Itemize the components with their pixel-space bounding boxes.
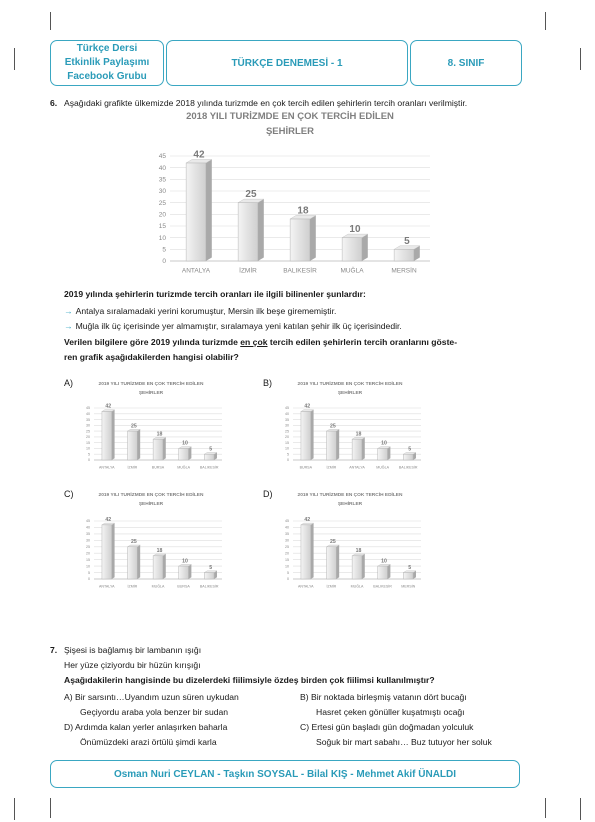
x-tick-label: BALIKESİR [199, 465, 219, 470]
y-tick-label: 25 [86, 429, 90, 434]
y-tick-label: 25 [86, 544, 90, 549]
bar-side [137, 545, 140, 579]
q7-option-c-line1[interactable]: C) Ertesi gün başladı gün doğmadan yolculuk [300, 722, 474, 732]
bar [352, 439, 362, 460]
y-tick-label: 40 [86, 525, 90, 530]
y-tick-label: 15 [285, 557, 289, 562]
option-d-chart[interactable] [275, 489, 425, 595]
y-tick-label: 45 [86, 519, 90, 524]
y-tick-label: 15 [285, 440, 289, 445]
data-label: 18 [355, 431, 362, 438]
x-tick-label: MUĞLA [177, 465, 190, 470]
data-label: 5 [408, 446, 412, 453]
footer-authors: Osman Nuri CEYLAN - Taşkın SOYSAL - Bilal KIŞ - Mehmet Akif ÜNALDI [50, 760, 520, 788]
y-tick-label: 15 [158, 223, 166, 231]
data-label: 10 [182, 440, 188, 447]
y-tick-label: 5 [88, 570, 90, 575]
bar [394, 249, 414, 261]
q7-option-a-line2: Geçiyordu araba yola benzer bir sudan [80, 707, 229, 717]
x-tick-label: BALIKESİR [398, 465, 418, 470]
bar [204, 454, 214, 460]
bar-side [163, 437, 166, 460]
x-tick-label: BURSA [299, 465, 312, 470]
x-tick-label: BURSA [177, 584, 190, 589]
y-tick-label: 10 [158, 234, 166, 242]
x-tick-label: BALIKESİR [199, 584, 219, 589]
bar [352, 556, 362, 579]
bar [238, 203, 258, 261]
bar [378, 566, 388, 579]
crop-mark [580, 48, 581, 70]
bar [327, 431, 337, 460]
option-b-label[interactable]: B) [263, 378, 272, 388]
chart-title-line2: ŞEHİRLER [265, 126, 315, 137]
bar [128, 431, 138, 460]
bar-side [310, 215, 316, 261]
x-tick-label: İZMİR [239, 267, 257, 275]
y-tick-label: 45 [158, 153, 166, 161]
bar [102, 525, 112, 579]
crop-mark [50, 12, 51, 30]
x-tick-label: İZMİR [127, 584, 138, 589]
bar-side [362, 554, 365, 579]
bar [204, 573, 214, 579]
y-tick-label: 10 [86, 564, 90, 569]
x-tick-label: MERSİN [401, 584, 416, 589]
bar-side [258, 199, 264, 261]
data-label: 42 [193, 149, 205, 161]
crop-mark [14, 798, 15, 820]
data-label: 42 [304, 403, 311, 410]
chart-title-line1: 2019 YILI TURİZMDE EN ÇOK TERCİH EDİLEN [98, 493, 204, 498]
y-tick-label: 35 [285, 532, 289, 537]
y-tick-label: 45 [285, 519, 289, 524]
x-tick-label: ANTALYA [99, 465, 115, 470]
header-exam-title: TÜRKÇE DENEMESİ - 1 [166, 40, 408, 86]
q7-option-d-line1[interactable]: D) Ardımda kalan yerler anlaşırken baharla [64, 722, 228, 732]
option-d-label[interactable]: D) [263, 489, 273, 499]
x-tick-label: MUĞLA [340, 267, 364, 275]
y-tick-label: 20 [285, 435, 289, 440]
option-b-chart-svg [275, 378, 425, 474]
q7-option-d-line2: Önümüzdeki arazi örtülü şimdi karla [80, 737, 217, 747]
q7-option-b-line1[interactable]: B) Bir noktada birleşmiş vatanın dört bucağı [300, 692, 467, 702]
x-tick-label: MUĞLA [376, 465, 389, 470]
header-group-box [50, 40, 164, 86]
data-label: 10 [182, 558, 188, 565]
bar [403, 573, 413, 579]
y-tick-label: 5 [88, 452, 90, 457]
y-tick-label: 45 [285, 406, 289, 411]
q7-question: Aşağıdakilerin hangisinde bu dizelerdeki fiilimsiyle özdeş birden çok fiilimsi kullanılmıştır? [64, 675, 435, 685]
y-tick-label: 45 [86, 406, 90, 411]
chart-title-line2: ŞEHİRLER [138, 391, 164, 396]
bar-side [137, 429, 140, 460]
option-c-chart[interactable] [76, 489, 226, 595]
bar [153, 556, 163, 579]
bar [342, 238, 362, 261]
x-tick-label: ANTALYA [181, 267, 211, 275]
y-tick-label: 35 [86, 417, 90, 422]
q6-stem: Aşağıdaki grafikte ülkemizde 2018 yılında turizmde en çok tercih edilen şehirlerin tercih oranları verilmiştir. [64, 98, 468, 108]
option-c-chart-svg [76, 489, 226, 595]
chart-title-line2: ŞEHİRLER [138, 502, 164, 507]
crop-mark [545, 12, 546, 30]
chart-title-line2: ŞEHİRLER [337, 391, 363, 396]
option-c-label[interactable]: C) [64, 489, 74, 499]
header-grade: 8. SINIF [410, 40, 522, 86]
q6-info-1 [64, 304, 336, 318]
x-tick-label: BALIKESİR [373, 584, 392, 589]
option-b-chart[interactable] [275, 378, 425, 474]
bar [186, 163, 206, 261]
y-tick-label: 10 [86, 446, 90, 451]
y-tick-label: 25 [285, 544, 289, 549]
data-label: 18 [355, 548, 362, 555]
bar-side [163, 554, 166, 579]
bar [301, 525, 311, 579]
bar-side [206, 159, 212, 261]
bar [327, 547, 337, 579]
crop-mark [580, 798, 581, 820]
bar [128, 547, 138, 579]
y-tick-label: 30 [285, 538, 289, 543]
bar [179, 566, 189, 579]
q7-option-b-line2: Hasret çeken gönüller kuşatmıştı ocağı [316, 707, 465, 717]
header-group-line2: Etkinlik Paylaşımı [64, 57, 150, 68]
y-tick-label: 20 [285, 551, 289, 556]
arrow-right-icon: → [64, 321, 73, 331]
bar-side [387, 447, 390, 460]
y-tick-label: 15 [86, 440, 90, 445]
chart-title-line1: 2019 YILI TURİZMDE EN ÇOK TERCİH EDİLEN [98, 382, 204, 387]
y-tick-label: 20 [158, 211, 166, 219]
x-tick-label: MUĞLA [151, 584, 165, 589]
x-tick-label: İZMİR [326, 465, 337, 470]
x-tick-label: İZMİR [326, 584, 337, 589]
y-tick-label: 40 [86, 411, 90, 416]
y-tick-label: 0 [287, 577, 289, 582]
q6-number: 6. [50, 98, 58, 108]
bar [301, 411, 311, 460]
bar-side [311, 410, 314, 460]
x-tick-label: BALIKESİR [283, 267, 317, 275]
data-label: 42 [105, 403, 112, 410]
q6-info-title: 2019 yılında şehirlerin turizmde tercih oranları ile ilgili bilinenler şunlardır: [64, 289, 366, 299]
y-tick-label: 20 [86, 435, 90, 440]
y-tick-label: 10 [285, 446, 289, 451]
y-tick-label: 25 [285, 429, 289, 434]
y-tick-label: 35 [86, 532, 90, 537]
y-tick-label: 30 [86, 423, 90, 428]
y-tick-label: 5 [162, 246, 166, 254]
y-tick-label: 0 [88, 458, 90, 463]
y-tick-label: 10 [285, 564, 289, 569]
y-tick-label: 35 [285, 417, 289, 422]
bar-side [362, 234, 368, 261]
y-tick-label: 0 [88, 577, 90, 582]
x-tick-label: ANTALYA [349, 465, 365, 470]
x-tick-label: ANTALYA [298, 584, 314, 589]
bar [290, 219, 310, 261]
y-tick-label: 25 [158, 199, 166, 207]
crop-mark [545, 798, 546, 818]
q6-question-part1: Verilen bilgilere göre 2019 yılında turizmde [64, 337, 241, 347]
data-label: 18 [156, 431, 163, 438]
q6-info-2 [64, 319, 402, 333]
data-label: 18 [156, 548, 163, 555]
q6-question [64, 335, 457, 349]
data-label: 5 [408, 564, 412, 571]
data-label: 42 [304, 517, 311, 524]
q6-question-underlined: en çok [240, 337, 268, 347]
chart-title-line1: 2019 YILI TURİZMDE EN ÇOK TERCİH EDİLEN [297, 382, 403, 387]
chart-title-line1: 2018 YILI TURİZMDE EN ÇOK TERCİH EDİLEN [186, 111, 394, 122]
data-label: 5 [404, 235, 410, 247]
x-tick-label: BURSA [151, 465, 165, 470]
bar [153, 439, 163, 460]
data-label: 25 [329, 539, 336, 546]
q7-verse-1: Şişesi is bağlamış bir lambanın ışığı [64, 645, 202, 655]
q7-number: 7. [50, 645, 58, 655]
y-tick-label: 5 [287, 452, 289, 457]
chart-title-line1: 2019 YILI TURİZMDE EN ÇOK TERCİH EDİLEN [297, 493, 403, 498]
bar [403, 454, 413, 460]
data-label: 10 [349, 224, 361, 236]
y-tick-label: 40 [285, 411, 289, 416]
bar-side [188, 447, 191, 460]
data-label: 5 [209, 446, 213, 453]
y-tick-label: 30 [158, 188, 166, 196]
y-tick-label: 30 [285, 423, 289, 428]
q6-info-2-text: Muğla ilk üç içerisinde yer almamıştır, sıralamaya yeni katılan şehir ilk üç içerisindedir. [75, 321, 402, 331]
data-label: 5 [209, 564, 213, 571]
bar-side [336, 429, 339, 460]
option-d-chart-svg [275, 489, 425, 595]
bar-side [362, 437, 365, 460]
y-tick-label: 15 [86, 557, 90, 562]
y-tick-label: 20 [86, 551, 90, 556]
chart-title-line2: ŞEHİRLER [337, 502, 363, 507]
q6-question-line2: ren grafik aşağıdakilerden hangisi olabilir? [64, 352, 239, 362]
q6-info-1-text: Antalya sıralamadaki yerini korumuştur, Mersin ilk beşe girememiştir. [75, 306, 337, 316]
x-tick-label: İZMİR [127, 465, 138, 470]
data-label: 18 [297, 205, 309, 217]
y-tick-label: 30 [86, 538, 90, 543]
y-tick-label: 35 [158, 176, 166, 184]
data-label: 10 [381, 440, 387, 447]
q7-verse-2: Her yüze çiziyordu bir hüzün kırışığı [64, 660, 201, 670]
q7-option-c-line2: Soğuk bir mart sabahı… Buz tutuyor her soluk [316, 737, 492, 747]
data-label: 42 [105, 517, 112, 524]
x-tick-label: ANTALYA [99, 584, 115, 589]
bar-side [336, 545, 339, 579]
y-tick-label: 0 [162, 258, 166, 266]
main-chart [140, 106, 440, 286]
q6-question-part2: tercih edilen şehirlerin tercih oranlarını göste- [267, 337, 458, 347]
data-label: 10 [381, 558, 387, 565]
bar-side [311, 523, 314, 579]
y-tick-label: 5 [287, 570, 289, 575]
bar-side [112, 523, 115, 579]
bar [102, 411, 112, 460]
option-a-label[interactable]: A) [64, 378, 73, 388]
y-tick-label: 40 [285, 525, 289, 530]
crop-mark [50, 798, 51, 818]
bar [179, 448, 189, 460]
x-tick-label: MUĞLA [350, 584, 364, 589]
data-label: 25 [130, 539, 137, 546]
option-a-chart[interactable] [76, 378, 226, 474]
y-tick-label: 40 [158, 164, 166, 172]
bar [378, 448, 388, 460]
data-label: 25 [329, 423, 336, 430]
main-chart-svg [140, 106, 440, 286]
y-tick-label: 0 [287, 458, 289, 463]
q7-option-a-line1[interactable]: A) Bir sarsıntı…Uyandım uzun süren uykudan [64, 692, 239, 702]
data-label: 25 [130, 423, 137, 430]
bar-side [188, 564, 191, 579]
header-group-line1: Türkçe Dersi [76, 43, 138, 54]
bar-side [112, 410, 115, 460]
x-tick-label: MERSİN [391, 267, 417, 275]
option-a-chart-svg [76, 378, 226, 474]
data-label: 25 [245, 189, 257, 201]
arrow-right-icon: → [64, 306, 73, 316]
header-group-line3: Facebook Grubu [67, 71, 147, 82]
bar-side [387, 564, 390, 579]
crop-mark [14, 48, 15, 70]
